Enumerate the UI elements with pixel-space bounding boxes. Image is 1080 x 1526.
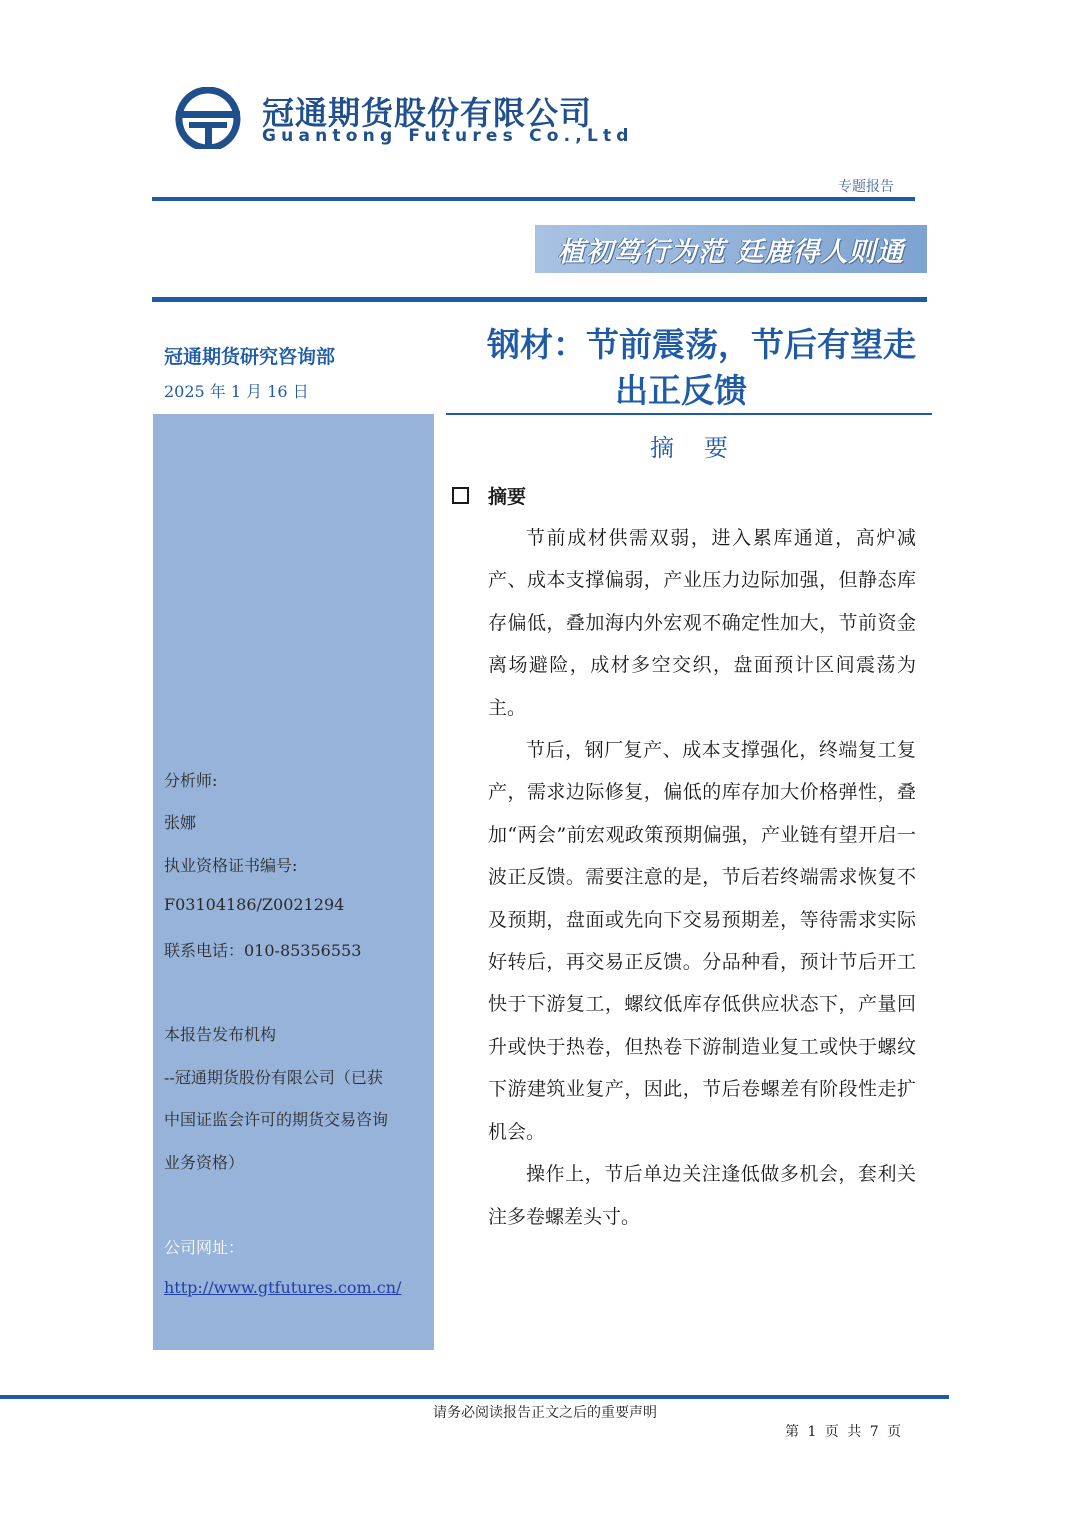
header-divider [152, 197, 915, 201]
abstract-paragraph: 操作上，节后单边关注逢低做多机会，套利关注多卷螺差头寸。 [488, 1163, 916, 1228]
slogan-text: 植初笃行为范 廷鹿得人则通 [557, 236, 905, 268]
analyst-label: 分析师: [164, 771, 218, 790]
slogan-banner [535, 225, 927, 273]
department-name: 冠通期货研究咨询部 [164, 346, 336, 368]
page-number: 第 1 页 共 7 页 [785, 1424, 902, 1440]
report-title-line1: 钢材：节前震荡，节后有望走 [487, 325, 916, 364]
footer-divider [0, 1395, 949, 1399]
cert-number: F03104186/Z0021294 [164, 895, 345, 914]
checkbox-bullet-icon [452, 487, 469, 504]
abstract-heading: 摘要 [650, 434, 758, 462]
issuer-title: 本报告发布机构 [164, 1025, 277, 1044]
contact-phone: 联系电话：010-85356553 [164, 941, 362, 960]
abstract-paragraph: 节前成材供需双弱，进入累库通道，高炉减产、成本支撑偏弱，产业压力边际加强，但静态库存偏低，叠加海内外宏观不确定性加大，节前资金离场避险，成材多空交织，盘面预计区间震荡为主。 [488, 527, 916, 719]
cert-label: 执业资格证书编号: [164, 856, 298, 875]
analyst-name: 张娜 [164, 813, 197, 832]
abstract-paragraph: 节后，钢厂复产、成本支撑强化，终端复工复产，需求边际修复，偏低的库存加大价格弹性，叠加“两会”前宏观政策预期偏强，产业链有望开启一波正反馈。需要注意的是，节后若终端需求恢复不及预期，盘面或先向下交易预期差，等待需求实际好转后，再交易正反馈。分品种看，预计节后开工快于下游复工，螺纹低库存低供应状态下，产量回升或快于热卷，但热卷下游制造业复工或快于螺纹下游建筑业复产，因此，节后卷螺差有阶段性走扩机会。 [488, 739, 916, 1143]
report-date: 2025 年 1 月 16 日 [164, 382, 309, 401]
issuer-line-2: 中国证监会许可的期货交易咨询 [164, 1110, 389, 1129]
disclaimer-notice: 请务必阅读报告正文之后的重要声明 [433, 1405, 657, 1421]
issuer-line-3: 业务资格） [164, 1153, 245, 1172]
section-title: 摘要 [488, 486, 527, 508]
report-title [446, 322, 916, 414]
guantong-logo-icon [172, 87, 244, 149]
report-title-line2: 出正反馈 [615, 371, 747, 410]
issuer-line-1: --冠通期货股份有限公司（已获 [164, 1068, 383, 1087]
abstract-body [488, 517, 916, 1238]
company-name-cn: 冠通期货股份有限公司 [262, 94, 593, 132]
report-type-label: 专题报告 [838, 179, 894, 195]
company-name-en: Guantong Futures Co.,Ltd [262, 126, 634, 146]
info-sidebar [153, 414, 434, 1350]
website-link[interactable]: http://www.gtfutures.com.cn/ [164, 1278, 402, 1297]
title-divider [152, 297, 927, 302]
title-underline [446, 413, 932, 415]
website-label: 公司网址： [164, 1238, 245, 1257]
